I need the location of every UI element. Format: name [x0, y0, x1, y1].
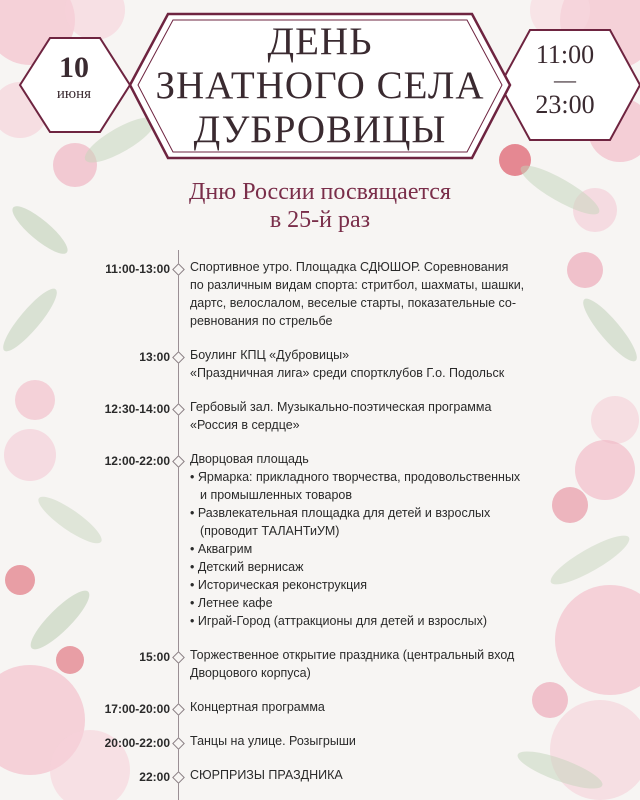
diamond-marker-icon [172, 737, 185, 750]
bullet-item: • Развлекательная площадка для детей и взрослых [190, 504, 550, 522]
diamond-marker-icon [172, 351, 185, 364]
entry-description [190, 258, 550, 330]
entry-time: 17:00-20:00 [104, 702, 170, 716]
entry-line: Боулинг КПЦ «Дубровицы» [190, 348, 350, 362]
event-date [32, 52, 116, 104]
date-day: 10 [59, 51, 89, 84]
date-month: июня [56, 86, 92, 102]
entry-time: 13:00 [139, 350, 170, 364]
entry-time: 12:00-22:00 [104, 454, 170, 468]
event-title [150, 20, 490, 152]
entry-time: 22:00 [139, 770, 170, 784]
entry-line: «Россия в сердце» [190, 418, 300, 432]
entry-time: 15:00 [139, 650, 170, 664]
diamond-marker-icon [172, 771, 185, 784]
entry-line: СЮРПРИЗЫ ПРАЗДНИКА [190, 768, 343, 782]
subtitle-line: Дню России посвящается [189, 179, 451, 205]
schedule-entry [0, 766, 640, 784]
diamond-marker-icon [172, 263, 185, 276]
entry-description [190, 732, 550, 750]
schedule-entry [0, 732, 640, 750]
subtitle [120, 178, 520, 234]
entry-time: 20:00-22:00 [104, 736, 170, 750]
bullet-item: • Ярмарка: прикладного творчества, продовольственных [190, 468, 550, 486]
diamond-marker-icon [172, 455, 185, 468]
schedule-entry [0, 646, 640, 682]
diamond-marker-icon [172, 651, 185, 664]
bullet-item: • Историческая реконструкция [190, 576, 550, 594]
entry-description [190, 766, 550, 784]
schedule-entry [0, 450, 640, 630]
time-end: 23:00 [535, 90, 595, 119]
entry-description [190, 698, 550, 716]
entry-description [190, 398, 550, 434]
entry-line: Торжественное открытие праздника (центральный вход [190, 648, 515, 662]
entry-description [190, 450, 550, 630]
schedule-entry [0, 346, 640, 382]
entry-line: Дворцовая площадь [190, 452, 309, 466]
schedule-entry [0, 698, 640, 716]
entry-line: Дворцового корпуса) [190, 666, 311, 680]
bullet-item-continuation: и промышленных товаров [200, 488, 353, 502]
entry-line: Гербовый зал. Музыкально-поэтическая программа [190, 400, 492, 414]
entry-line: дартс, велослалом, веселые старты, показательные со- [190, 296, 517, 310]
schedule-entry [0, 258, 640, 330]
entry-line: Спортивное утро. Площадка СДЮШОР. Соревнования [190, 260, 509, 274]
event-hours [520, 40, 610, 120]
time-dash: — [554, 67, 576, 92]
time-start: 11:00 [535, 40, 595, 69]
bullet-item-continuation: (проводит ТАЛАНТиУМ) [200, 524, 340, 538]
title-line: ДЕНЬ [267, 20, 373, 63]
entry-time: 11:00-13:00 [105, 262, 170, 276]
entry-line: Концертная программа [190, 700, 325, 714]
bullet-item: • Аквагрим [190, 540, 550, 558]
schedule-list [0, 258, 640, 800]
bullet-item: • Летнее кафе [190, 594, 550, 612]
subtitle-line: в 25-й раз [269, 207, 371, 233]
title-line: ЗНАТНОГО СЕЛА [155, 64, 485, 107]
diamond-marker-icon [172, 703, 185, 716]
entry-description [190, 646, 550, 682]
title-line: ДУБРОВИЦЫ [193, 108, 447, 151]
entry-time: 12:30-14:00 [104, 402, 170, 416]
entry-line: «Праздничная лига» среди спортклубов Г.о. Подольск [190, 366, 505, 380]
bullet-item: • Играй-Город (аттракционы для детей и взрослых) [190, 612, 550, 630]
diamond-marker-icon [172, 403, 185, 416]
schedule-entry [0, 398, 640, 434]
entry-line: Танцы на улице. Розыгрыши [190, 734, 356, 748]
entry-line: по различным видам спорта: стритбол, шахматы, шашки, [190, 278, 525, 292]
entry-description [190, 346, 550, 382]
entry-line: ревнования по стрельбе [190, 314, 333, 328]
bullet-item: • Детский вернисаж [190, 558, 550, 576]
